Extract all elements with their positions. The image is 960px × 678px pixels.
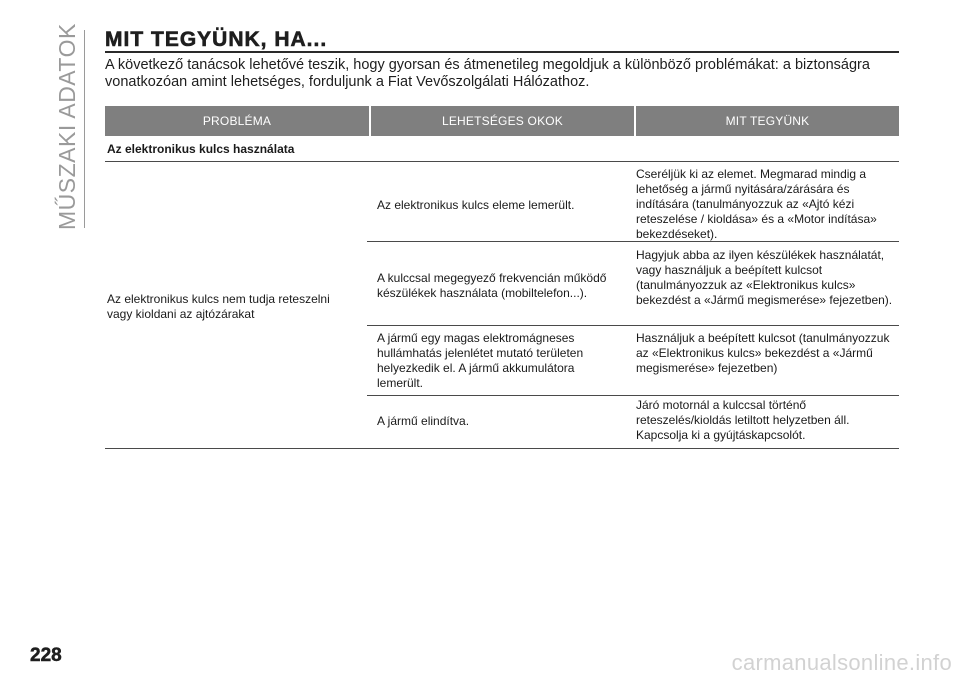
cause-cell-3: A jármű egy magas elektromágneses hullámhatás jelenlétet mutató területen helyezkedik el. A jármű akkumulátora lemerült. — [377, 331, 584, 390]
header-possible-causes: LEHETSÉGES OKOK — [371, 106, 634, 136]
header-problem: PROBLÉMA — [105, 106, 369, 136]
cause-cell-4: A jármű elindítva. — [377, 414, 470, 428]
section-side-divider — [84, 30, 85, 228]
title-underline — [105, 51, 899, 53]
fix-cell-1: Cseréljük ki az elemet. Megmarad mindig a lehetőség a jármű nyitására/zárására és indítására (tanulmányozzuk az «Ajtó kézi reteszelése / kioldása» és a «Motor indítása» bekezdéseket). — [636, 167, 877, 241]
section-label: Az elektronikus kulcs használata — [107, 142, 295, 156]
intro-paragraph: A következő tanácsok lehetővé teszik, hogy gyorsan és átmenetileg megoldjuk a különböző problémákat: a biztonságra vonatkozóan amint lehetséges, forduljunk a Fiat Vevőszolgálati Hálózathoz. — [105, 57, 870, 90]
table-bottom-rule — [105, 448, 899, 449]
fix-cell-2: Hagyjuk abba az ilyen készülékek használatát, vagy használjuk a beépített kulcsot (tanulmányozzuk az «Elektronikus kulcs» bekezdést a «Jármű megismerése» fejezetben). — [636, 248, 893, 307]
row-divider-3 — [367, 395, 899, 396]
problem-cell: Az elektronikus kulcs nem tudja reteszelni vagy kioldani az ajtózárakat — [107, 292, 330, 321]
page-title: MIT TEGYÜNK, HA... — [105, 28, 328, 51]
cause-cell-2: A kulccsal megegyező frekvencián működő készülékek használata (mobiltelefon...). — [377, 271, 607, 300]
cause-cell-1: Az elektronikus kulcs eleme lemerült. — [377, 198, 575, 212]
header-what-to-do: MIT TEGYÜNK — [636, 106, 899, 136]
table-header — [105, 106, 899, 136]
row-divider-2 — [367, 325, 899, 326]
fix-cell-4: Járó motornál a kulccsal történő reteszelés/kioldás letiltott helyzetben áll. Kapcsolja ki a gyújtáskapcsolót. — [636, 398, 850, 442]
section-side-tab — [52, 23, 82, 230]
watermark: carmanualsonline.info — [731, 650, 952, 675]
section-side-label: MŰSZAKI ADATOK — [54, 23, 80, 230]
fix-cell-3: Használjuk a beépített kulcsot (tanulmányozzuk az «Elektronikus kulcs» bekezdést a «Jármű megismerése» fejezetben) — [636, 331, 890, 375]
row-divider-1 — [367, 241, 899, 242]
table-section-row — [105, 136, 899, 162]
page-number: 228 — [30, 645, 62, 666]
